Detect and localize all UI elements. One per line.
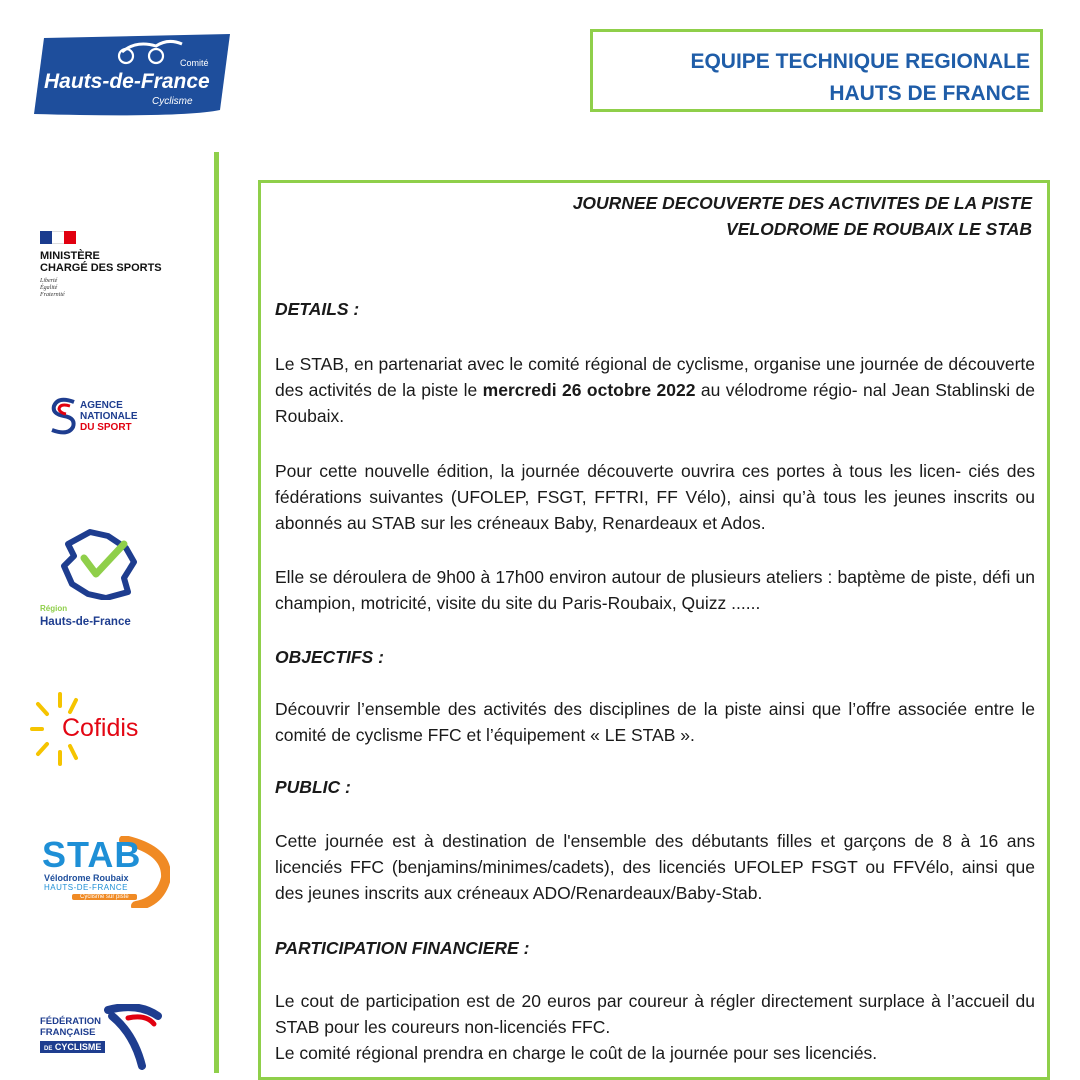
- stab-name: STAB: [42, 834, 142, 875]
- participation-p1: Le cout de participation est de 20 euros par coureur à régler directement surplace à l’accueil du STAB pour les coureurs non-licenciés FFC.: [275, 991, 1035, 1037]
- ffc-line4: CYCLISME: [54, 1042, 102, 1052]
- stab-tagline: Cyclisme sur piste: [72, 894, 137, 900]
- details-p1-text-b: au vélodrome régio- nal Jean Stablinski de Roubaix.: [275, 380, 1035, 426]
- event-date: mercredi 26 octobre 2022: [482, 380, 696, 400]
- details-paragraph-3: Elle se déroulera de 9h00 à 17h00 environ autour de plusieurs ateliers : baptème de piste, défi un champion, motricité, visite du site du Paris-Roubaix, Quizz ......: [275, 567, 1035, 613]
- ffc-line1: FÉDÉRATION: [40, 1016, 102, 1027]
- stab-logo: [40, 836, 170, 908]
- stab-line2: HAUTS-DE-FRANCE: [44, 883, 128, 892]
- ans-line1: AGENCE: [80, 400, 123, 411]
- participation-heading: PARTICIPATION FINANCIERE :: [275, 938, 530, 958]
- details-heading: DETAILS :: [275, 299, 360, 319]
- objectifs-heading: OBJECTIFS :: [275, 647, 384, 667]
- ans-logo: [48, 396, 158, 440]
- ffc-line2: FRANÇAISE: [40, 1027, 96, 1038]
- details-p1-text-a: Le STAB, en partenariat avec le comité régional de cyclisme, organise une journée de découverte des activités de la piste le: [275, 354, 1035, 400]
- committee-logo-shape: [30, 32, 234, 124]
- ministere-logo: [40, 231, 200, 299]
- ministere-line2: CHARGÉ DES SPORTS: [40, 262, 162, 274]
- ffc-logo: [40, 1004, 170, 1070]
- committee-logo-line1: Comité: [180, 58, 209, 68]
- ffc-swoosh-icon: [98, 1004, 168, 1070]
- ans-line2: NATIONALE: [80, 411, 138, 422]
- public-paragraph: Cette journée est à destination de l'ensemble des débutants filles et garçons de 8 à 16 ans licenciés FFC (benjamins/minimes/cadets), des licenciés UFOLEP FSGT ou FFVélo, ainsi que des jeunes inscrits aux créneaux ADO/Renardeaux/Baby-Stab.: [275, 831, 1035, 903]
- event-title: [573, 190, 1032, 242]
- cofidis-logo: [30, 692, 150, 766]
- objectifs-paragraph: Découvrir l’ensemble des activités des disciplines de la piste ainsi que l’offre associée entre le comité de cyclisme FFC et l’équipement « LE STAB ».: [275, 699, 1035, 745]
- region-map-icon: [54, 528, 144, 600]
- public-heading: PUBLIC :: [275, 777, 351, 797]
- details-paragraph-2: Pour cette nouvelle édition, la journée découverte ouvrira ces portes à tous les licen- ciés des fédérations suivantes (UFOLEP, FSGT, FFTRI, FF Vélo), ainsi qu’à tous les jeunes inscrits ou abonnés au STAB sur les créneaux Baby, Renardeaux et Ados.: [275, 461, 1035, 533]
- sidebar-divider: [214, 152, 219, 1073]
- event-title-line1: JOURNEE DECOUVERTE DES ACTIVITES DE LA PISTE: [572, 193, 1032, 213]
- etr-header-box: [590, 29, 1043, 112]
- cofidis-name: Cofidis: [62, 714, 139, 742]
- participation-paragraph: [275, 988, 1035, 1066]
- region-logo: [40, 528, 160, 632]
- region-line1: Région: [40, 604, 68, 613]
- ministere-motto3: Fraternité: [40, 292, 65, 298]
- participation-p2: Le comité régional prendra en charge le coût de la journée pour ses licenciés.: [275, 1043, 878, 1063]
- etr-line2: HAUTS DE FRANCE: [829, 82, 1030, 105]
- stab-line1: Vélodrome Roubaix: [44, 873, 129, 883]
- french-flag-icon: [40, 231, 76, 244]
- details-paragraph-1: [275, 351, 1035, 429]
- committee-logo-line3: Cyclisme: [152, 96, 193, 107]
- ministere-motto2: Égalité: [40, 285, 58, 291]
- etr-line1: EQUIPE TECHNIQUE REGIONALE: [690, 50, 1030, 73]
- ministere-line1: MINISTÈRE: [40, 250, 100, 262]
- event-title-line2: VELODROME DE ROUBAIX LE STAB: [726, 219, 1032, 239]
- ans-s-icon: [48, 396, 80, 436]
- ans-line3: DU SPORT: [80, 422, 132, 433]
- ministere-motto1: Liberté: [40, 278, 58, 284]
- ffc-line3: DE: [44, 1046, 53, 1052]
- region-line2: Hauts-de-France: [40, 616, 131, 628]
- committee-logo: [30, 32, 234, 124]
- committee-logo-line2: Hauts-de-France: [44, 70, 210, 93]
